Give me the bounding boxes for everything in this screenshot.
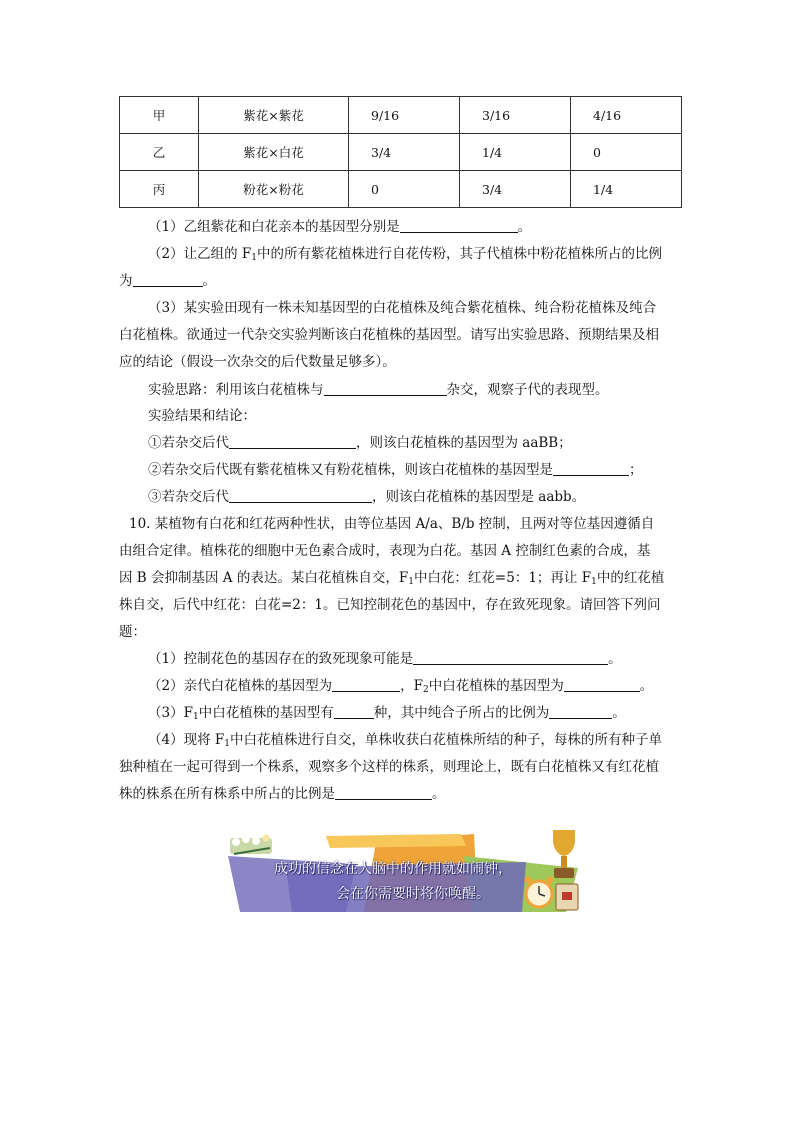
q10-part4-text2: 中白花植株进行自交，单株收获白花植株所结的种子，每株的所有种子单 [229,732,662,748]
q9-part2-line1 [119,241,684,267]
subscript: 1 [591,577,597,587]
value-cell: 1/4 [460,134,571,171]
q10-part3-text2: 中白花植株的基因型有 [198,705,334,721]
flower-vase-icon [230,835,272,855]
results-table [119,96,682,208]
q10-part4-line3 [119,781,684,807]
q10-part2-text2: ，F [400,678,423,694]
value-cell: 4/16 [571,97,682,134]
q10-part4-end: 。 [432,786,446,802]
result-1 [119,430,684,456]
result-3 [119,484,684,510]
q9-part2-line2 [119,268,684,294]
subscript: 1 [224,739,230,749]
group-cell: 乙 [120,134,199,171]
answer-blank[interactable] [334,703,374,719]
value-cell: 0 [571,134,682,171]
answer-blank[interactable] [324,380,447,396]
idea-text: 实验思路：利用该白花植株与 [148,382,324,398]
value-cell: 3/4 [349,134,460,171]
answer-blank[interactable] [332,676,400,692]
table-row [120,97,682,134]
q10-line5: 题： [119,624,146,640]
q10-part2-end: 。 [639,678,654,694]
experiment-idea [119,377,684,403]
result-2-end: ； [629,462,643,478]
subscript: 2 [422,685,429,695]
banner-line-1: 成功的信念在人脑中的作用就如闹钟， [274,861,512,877]
value-cell: 3/16 [460,97,571,134]
answer-blank[interactable] [400,217,518,233]
q10-part3-text3: 种，其中纯合子所占的比例为 [373,705,550,721]
q10-part1 [119,646,684,672]
result-3-end: ，则该白花植株的基因型是 aabb。 [372,489,586,505]
q10-part2-text: （2）亲代白花植株的基因型为 [148,678,333,694]
q10-line4: 株自交，后代中红花：白花=2：1。已知控制花色的基因中，存在致死现象。请回答下列问 [119,597,661,613]
q10-part2 [119,673,684,699]
q9-part2-text: （2）让乙组的 F [148,246,252,262]
q9-part3-line2: 白花植株。欲通过一代杂交实验判断该白花植株的基因型。请写出实验思路、预期结果及相 [119,327,659,343]
q10-line2: 由组合定律。植株花的细胞中无色素合成时，表现为白花。基因 A 控制红色素的合成，基 [119,543,651,559]
q9-part1 [119,214,684,240]
answer-blank[interactable] [553,460,629,476]
value-cell: 3/4 [460,171,571,208]
answer-blank[interactable] [549,703,612,719]
book-box-icon [556,884,578,910]
group-cell: 丙 [120,171,199,208]
q9-part2-text2: 为 [119,273,133,289]
q9-part3-line1: （3）某实验田现有一株未知基因型的白花植株及纯合紫花植株、纯合粉花植株及纯合 [148,300,657,316]
table-row [120,134,682,171]
cross-cell: 紫花×白花 [199,134,349,171]
alarm-clock-icon [525,877,554,908]
result-1-text: ①若杂交后代 [148,435,229,451]
answer-blank[interactable] [335,784,432,800]
subscript: 1 [408,577,414,587]
group-cell: 甲 [120,97,199,134]
q10-line3-text: 因 B 会抑制基因 A 的表达。某白花植株自交，F [119,570,409,586]
table-row [120,171,682,208]
cross-cell: 粉花×粉花 [199,171,349,208]
idea-text-end: 杂交，观察子代的表现型。 [446,382,609,398]
subscript: 1 [192,712,199,722]
result-2-text: ②若杂交后代既有紫花植株又有粉花植株，则该白花植株的基因型是 [148,462,553,478]
result-2 [119,457,684,483]
q10-line3-text3: 中的红花植 [596,570,665,586]
q9-part3-line3: 应的结论（假设一次杂交的后代数量足够多）。 [119,354,396,370]
answer-blank[interactable] [229,487,372,503]
q10-part4-text3: 株的株系在所有株系中所占的比例是 [119,786,335,802]
cross-cell: 紫花×紫花 [199,97,349,134]
q10-part1-text: （1）控制花色的基因存在的致死现象可能是 [148,651,414,667]
q10-part4-line1 [119,727,684,753]
value-cell: 9/16 [349,97,460,134]
results-title: 实验结果和结论： [148,408,256,424]
q10-part3-text: （3）F [148,705,193,721]
subscript: 1 [251,253,257,263]
answer-blank[interactable] [229,433,356,449]
q10-part3-end: 。 [612,705,626,721]
q9-part2-end: 。 [202,273,216,289]
q10-part3 [119,700,684,726]
trophy-icon [553,830,575,878]
value-cell: 1/4 [571,171,682,208]
answer-blank[interactable] [564,676,640,692]
q10-part1-end: 。 [608,651,622,667]
q10-part2-text3: 中白花植株的基因型为 [428,678,564,694]
answer-blank[interactable] [413,649,608,665]
motivational-banner [226,828,582,914]
banner-line-2: 会在你需要时将你唤醒。 [336,886,490,902]
q10-line1: 10. 某植物有白花和红花两种性状，由等位基因 A/a、B/b 控制，且两对等位基因遵循自 [129,516,655,532]
q10-part4-line2: 独种植在一起可得到一个株系，观察多个这样的株系，则理论上，既有白花植株又有红花植 [119,759,659,775]
value-cell: 0 [349,171,460,208]
answer-blank[interactable] [133,271,203,287]
q9-part1-text: （1）乙组紫花和白花亲本的基因型分别是 [148,219,400,235]
q10-line3 [119,565,684,591]
q10-line3-text2: 中白花：红花=5：1；再让 F [413,570,592,586]
result-3-text: ③若杂交后代 [148,489,229,505]
q9-part2-text-cont: 中的所有紫花植株进行自花传粉，其子代植株中粉花植株所占的比例 [256,246,662,262]
q10-part4-text: （4）现将 F [148,732,225,748]
q9-part1-end: 。 [517,219,532,235]
result-1-end: ，则该白花植株的基因型为 aaBB； [356,435,572,451]
